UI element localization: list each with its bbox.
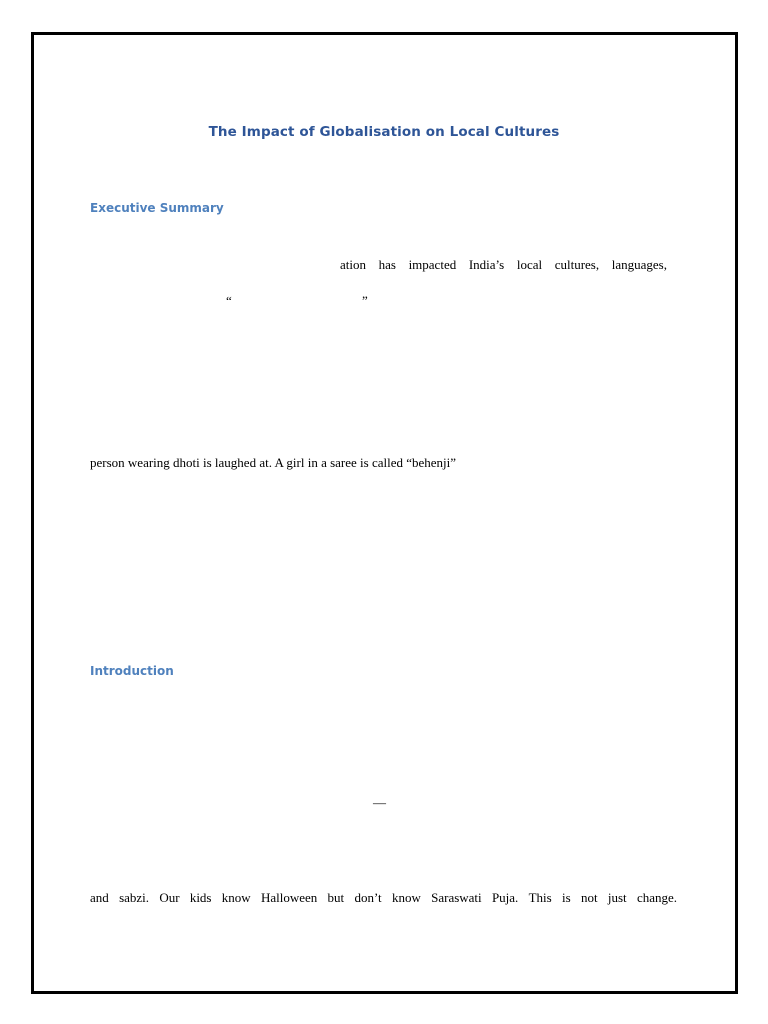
introduction-paragraph-line — [90, 890, 677, 906]
document-title: The Impact of Globalisation on Local Cultures — [208, 124, 560, 140]
word: know — [391, 890, 421, 905]
word: India’s — [468, 257, 505, 272]
word: know — [221, 890, 251, 905]
word: don’t — [354, 890, 382, 905]
word: impacted — [408, 257, 457, 272]
word: but — [327, 890, 345, 905]
word: sabzi. — [119, 890, 150, 905]
word: ation — [340, 257, 366, 272]
section-heading-executive-summary: Executive Summary — [90, 201, 224, 215]
word: Our — [159, 890, 180, 905]
word: languages, — [611, 257, 667, 272]
open-quote-mark: “ — [226, 293, 232, 308]
document-page — [31, 32, 738, 994]
word: change. — [636, 890, 677, 905]
word: not — [580, 890, 598, 905]
em-dash-mark: — — [373, 795, 386, 810]
word: This — [528, 890, 552, 905]
word: has — [378, 257, 396, 272]
word: Halloween — [260, 890, 318, 905]
word: kids — [189, 890, 212, 905]
summary-paragraph-line: person wearing dhoti is laughed at. A girl in a saree is called “behenji” — [90, 455, 457, 470]
summary-line-fragment — [340, 257, 667, 273]
word: Saraswati — [431, 890, 482, 905]
word: local — [516, 257, 543, 272]
section-heading-introduction: Introduction — [90, 664, 174, 678]
word: Puja. — [491, 890, 519, 905]
word: is — [562, 890, 571, 905]
word: and — [90, 890, 109, 905]
close-quote-mark: ” — [362, 293, 368, 308]
word: cultures, — [554, 257, 600, 272]
word: just — [607, 890, 627, 905]
